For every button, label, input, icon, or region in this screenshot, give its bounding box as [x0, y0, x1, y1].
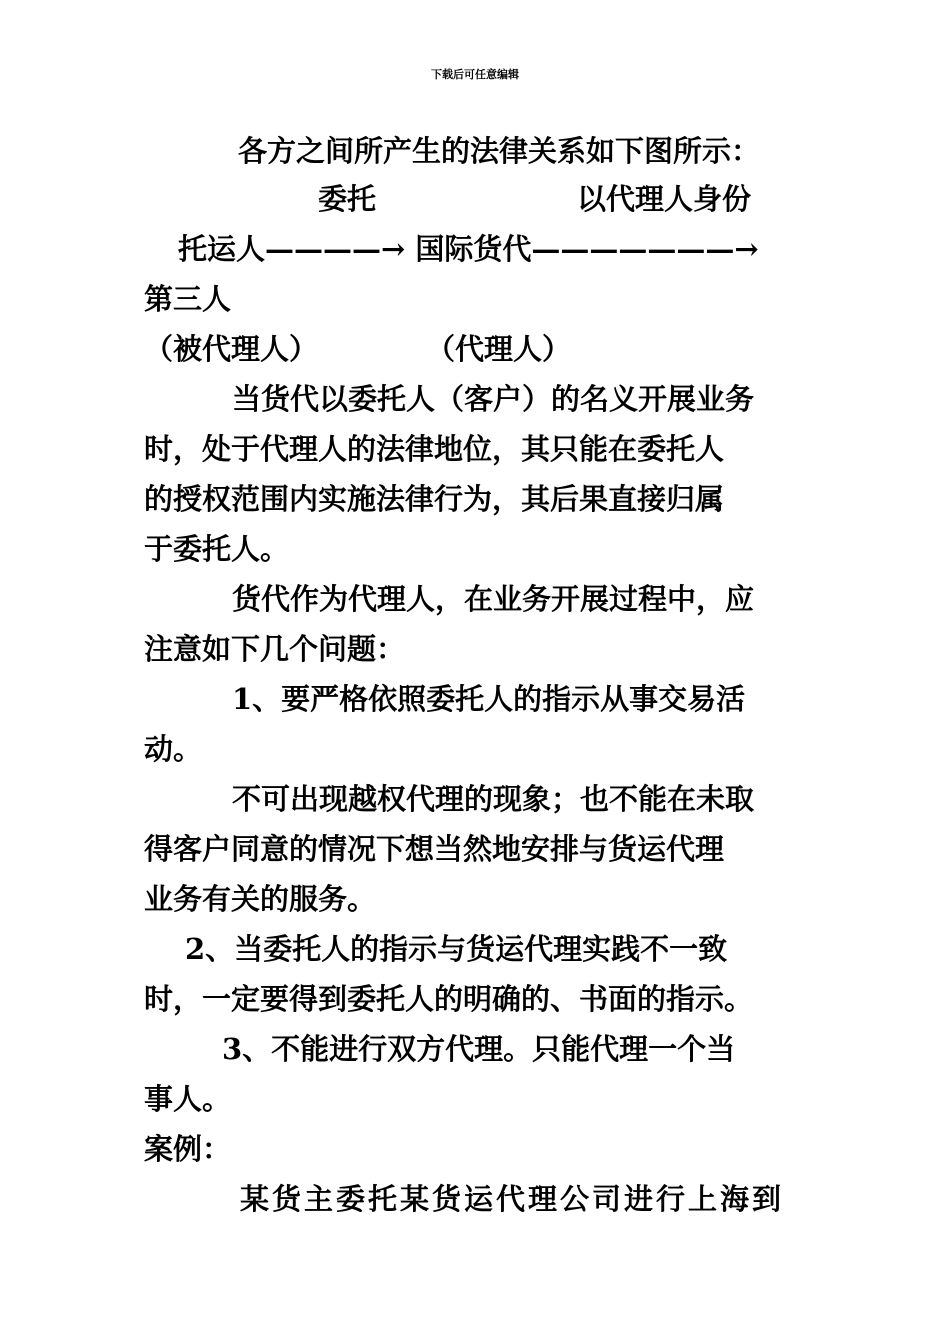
text-line: 第三人 [144, 282, 232, 316]
text-line: 注意如下几个问题： [144, 632, 406, 666]
text-line: 委托 [318, 182, 377, 216]
text-line: 动。 [144, 732, 203, 766]
text-line: 1、要严格依照委托人的指示从事交易活 [232, 682, 746, 716]
text-line: （被代理人） [144, 332, 319, 366]
text-line: 当货代以委托人（客户）的名义开展业务 [232, 382, 755, 416]
text-line: 货代作为代理人，在业务开展过程中，应 [232, 582, 755, 616]
text-line: （代理人） [426, 332, 572, 366]
text-line: 时，处于代理人的法律地位，其只能在委托人 [144, 432, 725, 466]
text-line: 各方之间所产生的法律关系如下图所示： [238, 134, 761, 168]
text-line: 时，一定要得到委托人的明确的、书面的指示。 [144, 982, 754, 1016]
page-header: 下载后可任意编辑 [431, 68, 519, 81]
text-line: 某货主委托某货运代理公司进行上海到 [240, 1182, 785, 1216]
text-line: 事人。 [144, 1082, 232, 1116]
text-line: 于委托人。 [144, 532, 290, 566]
text-line: 3、不能进行双方代理。只能代理一个当 [222, 1032, 736, 1066]
text-line: 2、当委托人的指示与货运代理实践不一致 [185, 932, 728, 966]
text-line: 不可出现越权代理的现象；也不能在未取 [232, 782, 755, 816]
text-line: 的授权范围内实施法律行为，其后果直接归属 [144, 482, 725, 516]
text-line: 案例： [144, 1132, 232, 1166]
text-line: 以代理人身份 [577, 182, 752, 216]
text-line: 业务有关的服务。 [144, 882, 377, 916]
text-line: 托运人————→ 国际货代———————→ [178, 232, 759, 266]
text-line: 得客户同意的情况下想当然地安排与货运代理 [144, 832, 725, 866]
